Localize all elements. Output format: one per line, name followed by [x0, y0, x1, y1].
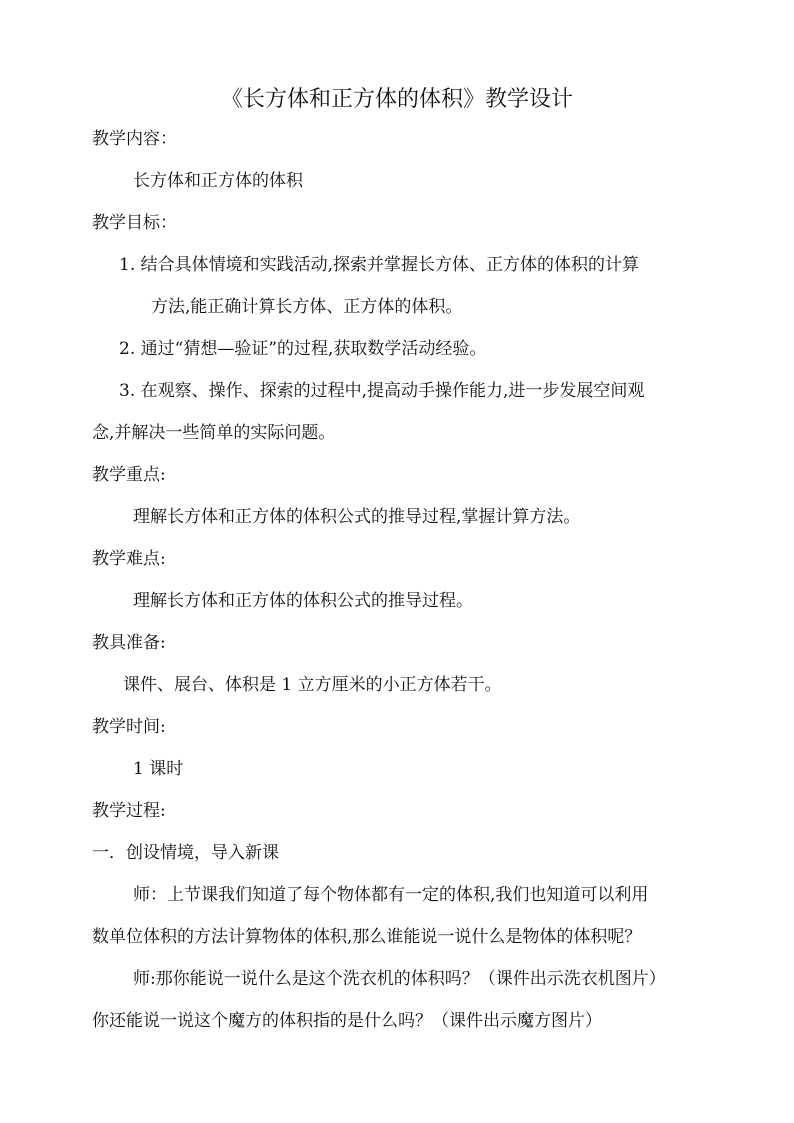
key-heading: 教学重点:	[92, 465, 166, 485]
goal-3-line-1: 3. 在观察、操作、探索的过程中,提高动手操作能力,进一步发展空间观	[119, 381, 645, 401]
goal-1-line-1: 1. 结合具体情境和实践活动,探索并掌握长方体、正方体的体积的计算	[119, 255, 640, 275]
time-text: 1 课时	[133, 759, 184, 779]
goal-1-line-2: 方法,能正确计算长方体、正方体的体积。	[151, 297, 463, 317]
key-text: 理解长方体和正方体的体积公式的推导过程,掌握计算方法。	[133, 507, 581, 527]
document-title: 《长方体和正方体的体积》教学设计	[220, 87, 573, 112]
goals-heading: 教学目标：	[92, 213, 177, 233]
difficulty-heading: 教学难点:	[92, 549, 166, 569]
section-1-heading: 一．创设情境，导入新课	[92, 843, 279, 863]
tools-heading: 教具准备:	[92, 633, 166, 653]
paragraph-1-line-2: 数单位体积的方法计算物体的体积,那么谁能说一说什么是物体的体积呢？	[92, 927, 642, 947]
content-heading: 教学内容：	[92, 129, 177, 149]
tools-text: 课件、展台、体积是 1 立方厘米的小正方体若干。	[123, 675, 502, 695]
paragraph-2-line-2: 你还能说一说这个魔方的体积指的是什么吗？（课件出示魔方图片）	[92, 1011, 602, 1031]
content-text: 长方体和正方体的体积	[133, 171, 303, 191]
difficulty-text: 理解长方体和正方体的体积公式的推导过程。	[133, 591, 473, 611]
paragraph-2-line-1: 师:那你能说一说什么是这个洗衣机的体积吗？（课件出示洗衣机图片）	[133, 969, 666, 989]
paragraph-1-line-1: 师：上节课我们知道了每个物体都有一定的体积,我们也知道可以利用	[133, 885, 649, 905]
goal-3-line-2: 念,并解决一些简单的实际问题。	[92, 423, 336, 443]
goal-2: 2. 通过“猜想—验证”的过程,获取数学活动经验。	[119, 339, 487, 359]
time-heading: 教学时间:	[92, 717, 166, 737]
process-heading: 教学过程:	[92, 801, 166, 821]
